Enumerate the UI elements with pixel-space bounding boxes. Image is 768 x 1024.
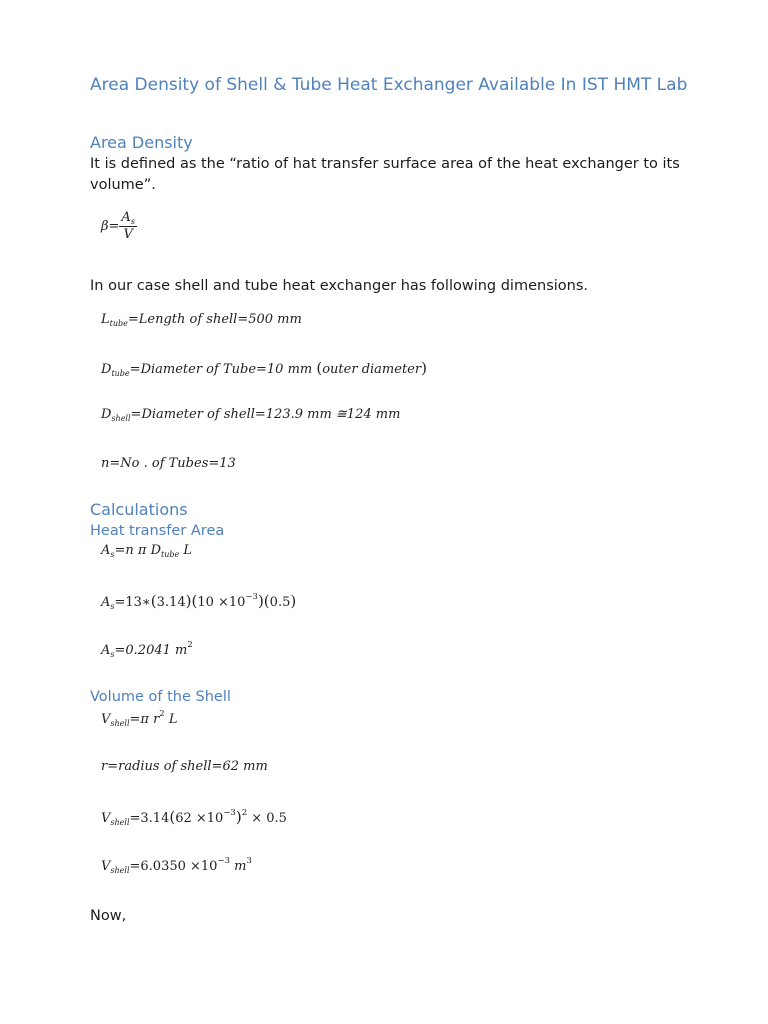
heat-transfer-area-heading: Heat transfer Area [90, 523, 225, 539]
calculations-heading: Calculations [90, 500, 188, 519]
equation-l-tube: $L_{tube}=Length$ of shell=500 mm [101, 312, 302, 328]
dimensions-intro: In our case shell and tube heat exchanger has following dimensions. [90, 278, 589, 294]
equation-as-substitution: $A_s=13∗(3.14)(10 \times 10^{-3})(0.5)$ [101, 592, 297, 611]
area-density-definition: It is defined as the “ratio of hat transfer surface area of the heat exchanger to its volume”. [90, 156, 680, 193]
equation-v-substitution: $V_{shell}=3.14(62 \times 10^{-3})^2 \times 0.5$ [101, 808, 287, 827]
equation-v-result: $V_{shell}=6.0350 \times 10^{-3}$ $m^3$ [101, 856, 252, 875]
equation-as-result: $A_s=0.2041$ $m^2$ [101, 640, 193, 659]
document-title: Area Density of Shell & Tube Heat Exchanger Available In IST HMT Lab [90, 75, 688, 95]
equation-n-tubes: n=No . of Tubes=13 [101, 456, 236, 471]
equation-d-shell: $D_{shell}=Diameter$ of shell=123.9 mm ≅124 mm [101, 407, 401, 423]
equation-d-tube: $D_{tube}=Diameter$ of Tube=10 mm (outer diameter) [101, 359, 427, 378]
fraction-as-over-v: $\frac{A_s}{V}$ [121, 210, 135, 242]
equation-as-formula: $A_s=n$ π $D_{tube}$ L [101, 543, 192, 559]
equation-v-formula: $V_{shell}=\pi$ $r^2$ L [101, 709, 178, 728]
equation-beta: β= $\frac{A_s}{V}$ [101, 210, 135, 242]
area-density-heading: Area Density [90, 133, 193, 152]
closing-text: Now, [90, 908, 127, 924]
beta-symbol: β [101, 219, 109, 234]
volume-shell-heading: Volume of the Shell [90, 689, 231, 705]
equation-radius: r=radius of shell=62 mm [101, 759, 268, 774]
